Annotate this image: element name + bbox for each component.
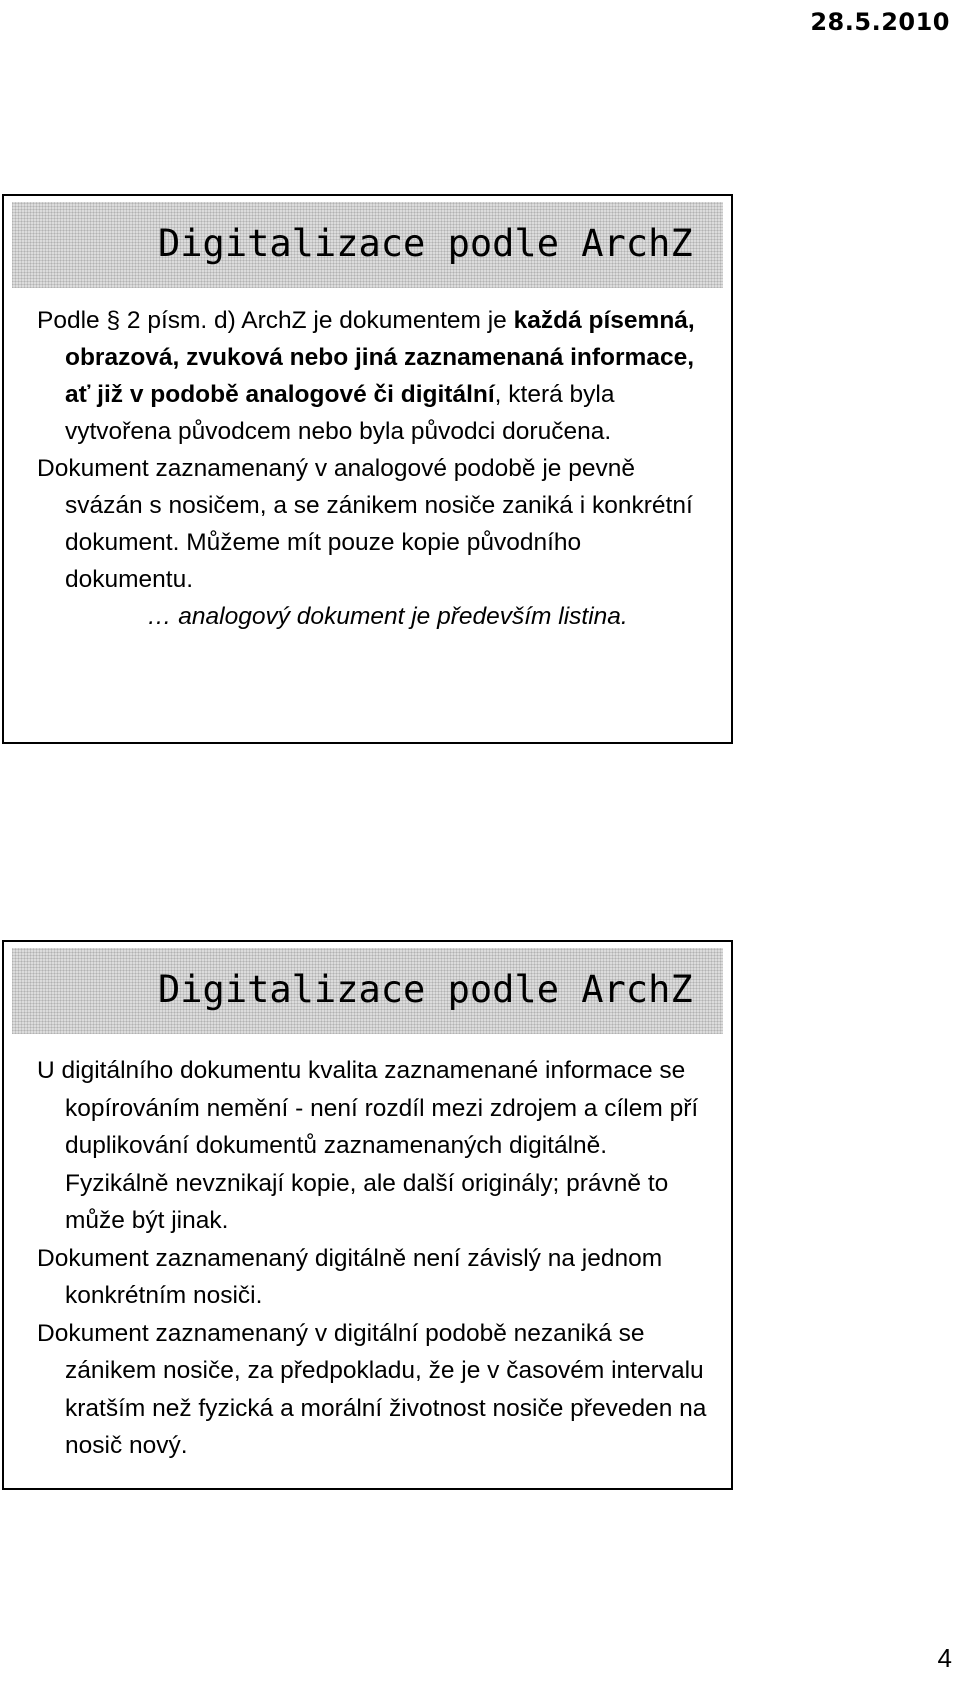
paragraph-analog: Dokument zaznamenaný v analogové podobě je pevně svázán s nosičem, a se zánikem nosiče zaniká i konkrétní dokument. Můžeme mít pouze kopie původního dokumentu. [37,455,693,593]
paragraph-digital-quality: U digitálního dokumentu kvalita zaznamenané informace se kopírováním nemění - není rozdíl mezi zdrojem a cílem pří duplikování dokumentů zaznamenaných digitálně. Fyzikálně nevznikají kopie, ale další originály; právně to může být jinak. [37,1057,699,1234]
definition-text-end: , která byla vytvořena původcem nebo byla původci doručena. [65,381,615,445]
slide-title: Digitalizace podle ArchZ [158,222,693,265]
slide-2 [2,940,733,1490]
definition-text-start: Podle § 2 písm. d) ArchZ je dokumentem je [37,307,514,334]
page-number: 4 [937,1643,952,1673]
slide-title-bar [12,948,723,1034]
slide-body [37,1052,715,1465]
paragraph-digital-carrier: Dokument zaznamenaný digitálně není závislý na jednom konkrétním nosiči. [37,1244,663,1309]
slide-title: Digitalizace podle ArchZ [158,968,693,1011]
definition-text-bold: každá písemná, obrazová, zvuková nebo jiná zaznamenaná informace, ať již v podobě analogové či digitální [65,307,695,408]
paragraph-digital-survival: Dokument zaznamenaný v digitální podobě nezaniká se zánikem nosiče, za předpokladu, že je v časovém intervalu kratším než fyzická a morální životnost nosiče převeden na nosič nový. [37,1319,707,1459]
paragraph-listina: … analogový dokument je především listina. [147,603,628,630]
slide-1 [2,194,733,744]
paragraph-definition [37,302,715,450]
slide-title-bar [12,202,723,288]
slide-body [37,302,715,635]
page-date: 28.5.2010 [810,8,950,36]
